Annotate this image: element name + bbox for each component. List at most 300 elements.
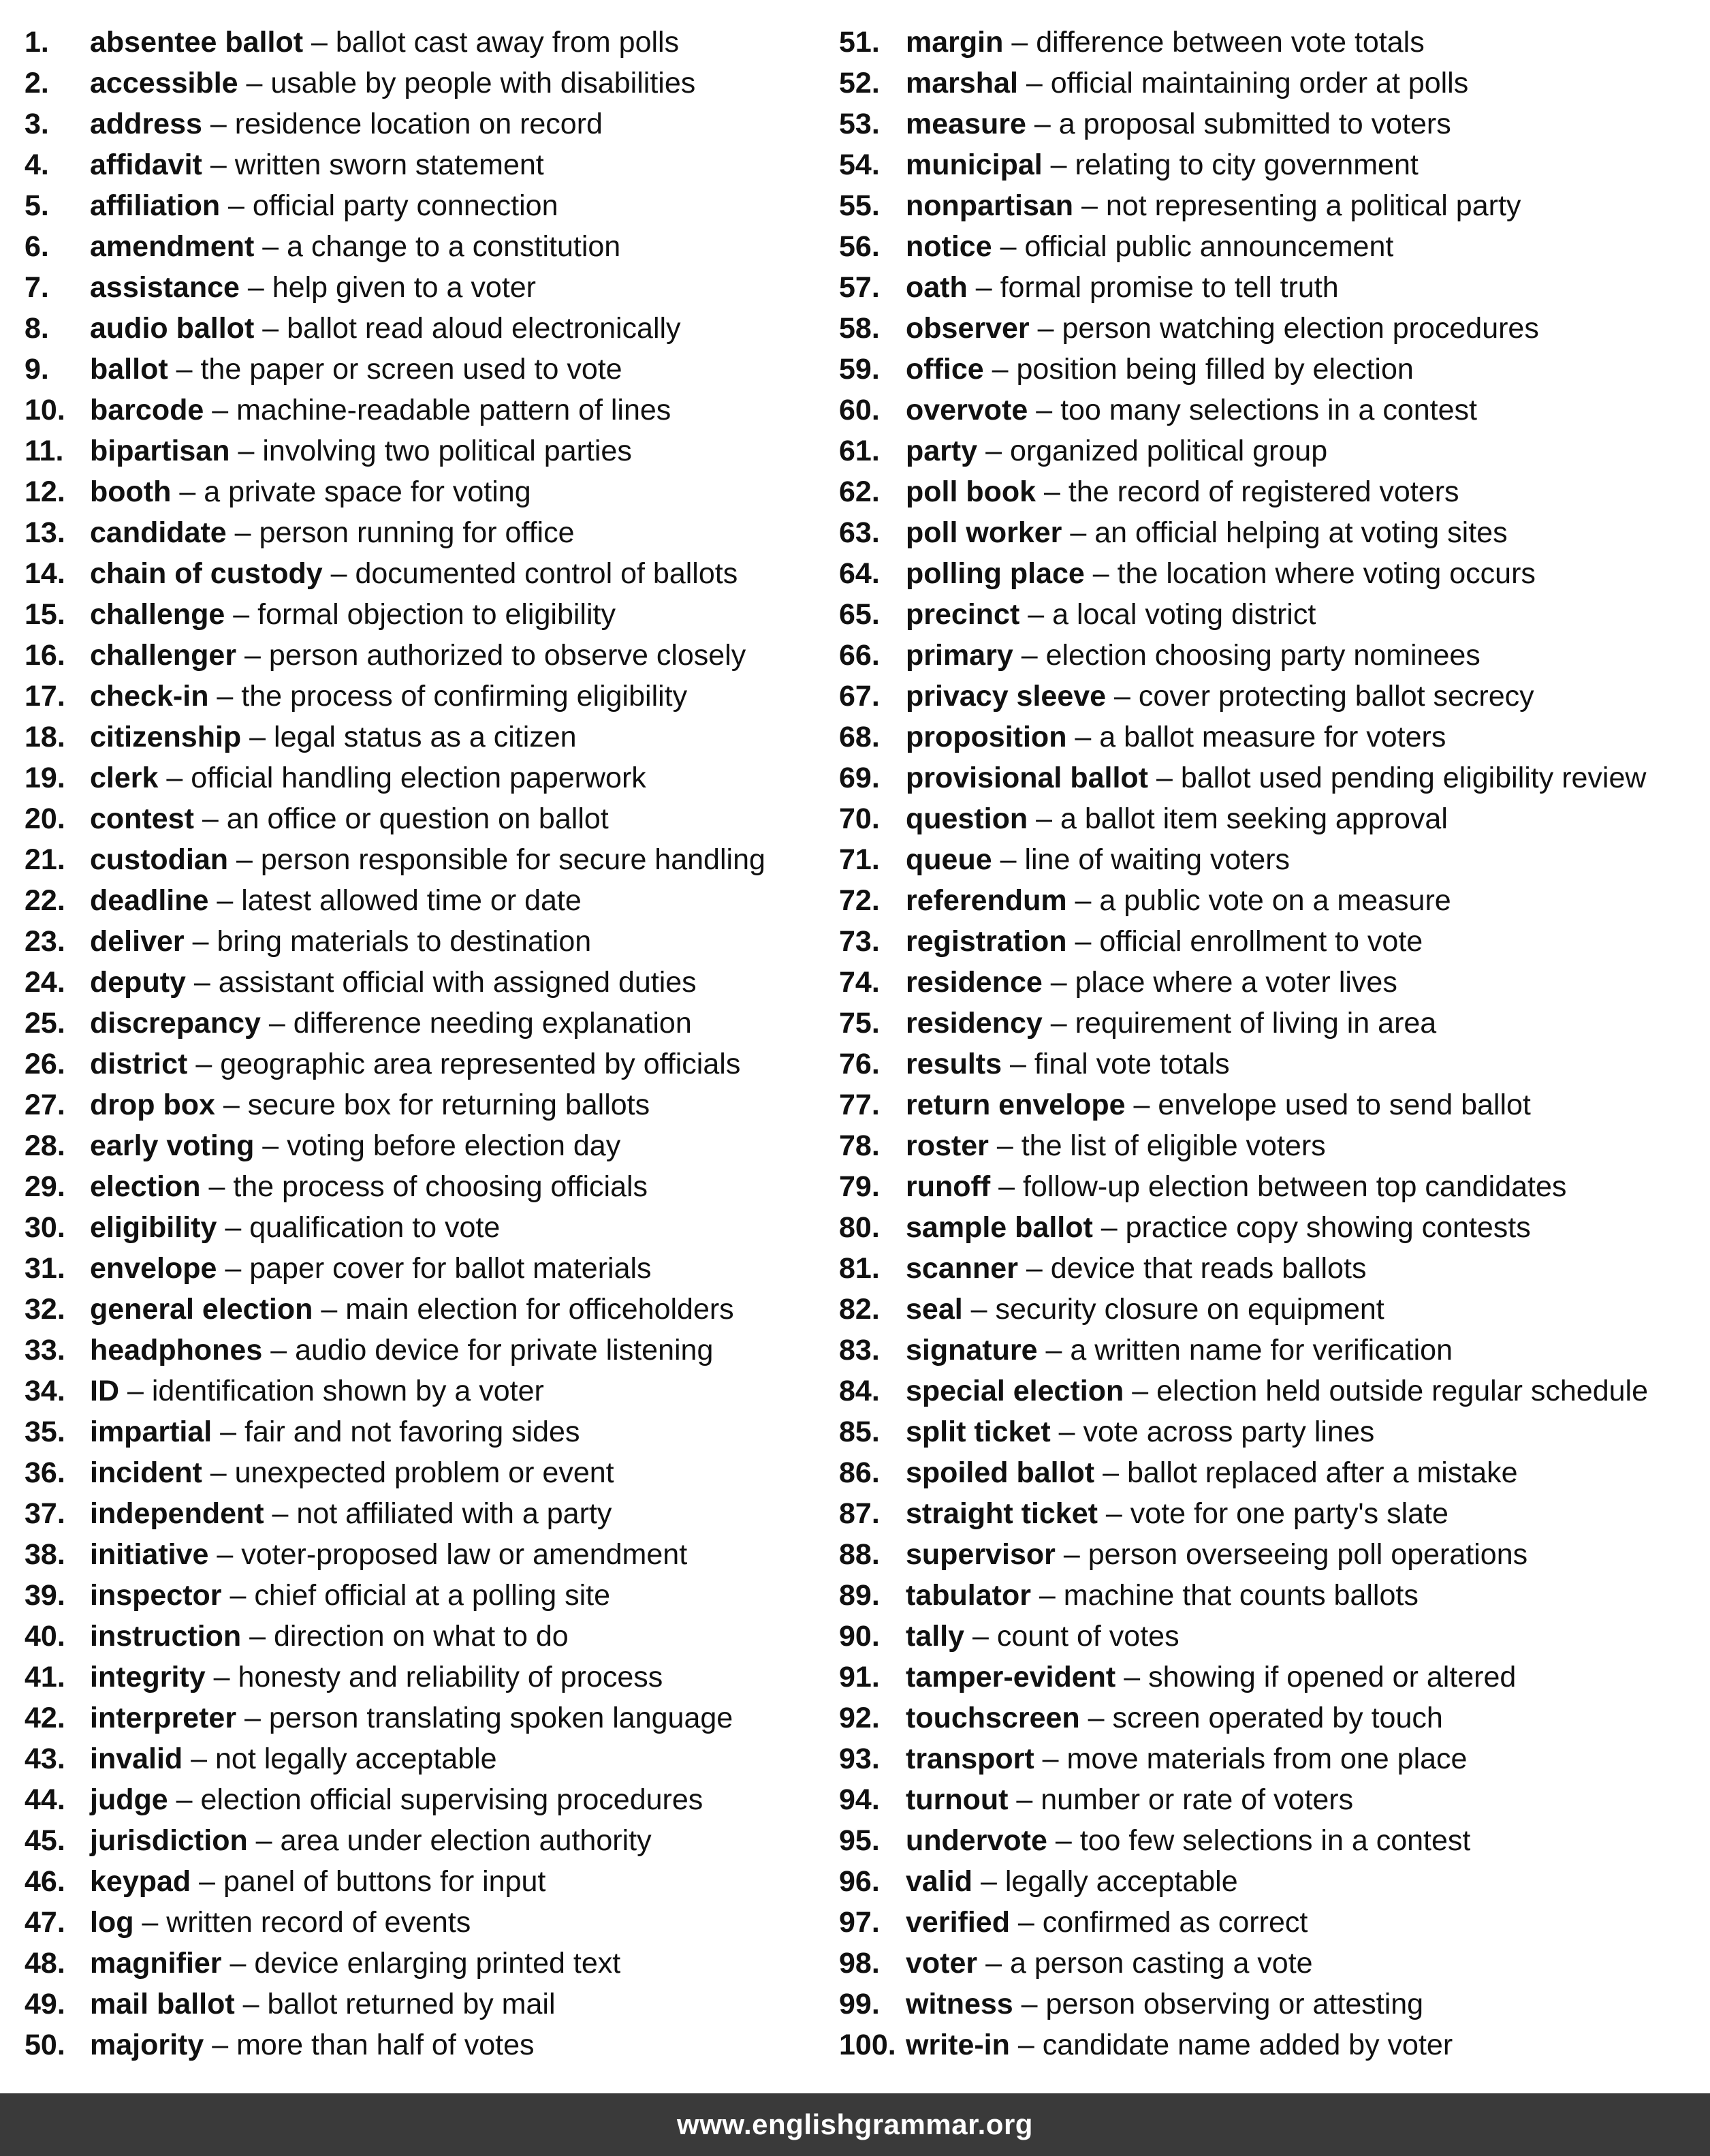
entry-term: magnifier (90, 1947, 222, 1980)
entry-definition: showing if opened or altered (1148, 1661, 1517, 1693)
entry-separator: – (1030, 1579, 1064, 1612)
vocabulary-entry (25, 1902, 808, 1943)
entry-term: municipal (906, 149, 1043, 181)
entry-term: tamper-evident (906, 1661, 1116, 1693)
entry-number: 94. (839, 1783, 880, 1816)
entry-definition: cover protecting ballot secrecy (1138, 680, 1534, 713)
entry-number: 16. (25, 639, 65, 672)
entry-separator: – (1013, 639, 1046, 672)
entry-term: tally (906, 1620, 965, 1653)
entry-term: valid (906, 1865, 972, 1898)
entry-definition: position being filled by election (1016, 353, 1414, 386)
entry-number: 75. (839, 1007, 880, 1040)
entry-number: 41. (25, 1661, 65, 1693)
vocabulary-entry (839, 717, 1704, 757)
entry-number: 49. (25, 1988, 65, 2020)
entry-term: touchscreen (906, 1702, 1080, 1734)
entry-separator: – (988, 1129, 1022, 1162)
vocabulary-entry (839, 676, 1704, 717)
entry-term: election (90, 1170, 201, 1203)
entry-separator: – (992, 843, 1025, 876)
entry-number: 58. (839, 312, 880, 345)
entry-number: 20. (25, 802, 65, 835)
entry-term: scanner (906, 1252, 1018, 1285)
entry-separator: – (1047, 1824, 1080, 1857)
entry-separator: – (1017, 1252, 1051, 1285)
entry-number: 25. (25, 1007, 65, 1040)
entry-number: 2. (25, 67, 49, 99)
entry-separator: – (990, 1170, 1023, 1203)
entry-number: 55. (839, 189, 880, 222)
vocabulary-entry (25, 1125, 808, 1166)
entry-definition: voting before election day (287, 1129, 621, 1162)
entry-number: 32. (25, 1293, 65, 1326)
entry-number: 82. (839, 1293, 880, 1326)
entry-number: 48. (25, 1947, 65, 1980)
vocabulary-entry (839, 1698, 1704, 1738)
entry-separator: – (133, 1906, 167, 1939)
entry-separator: – (1036, 475, 1068, 508)
vocabulary-entry (25, 1657, 808, 1698)
entry-separator: – (972, 1865, 1005, 1898)
entry-number: 42. (25, 1702, 65, 1734)
vocabulary-entry (839, 390, 1704, 431)
entry-definition: person authorized to observe closely (268, 639, 746, 672)
vocabulary-entry (839, 349, 1704, 390)
vocabulary-entry (25, 22, 808, 63)
vocabulary-entry (25, 1534, 808, 1575)
entry-term: deputy (90, 966, 186, 999)
entry-number: 53. (839, 108, 880, 140)
entry-number: 7. (25, 271, 49, 304)
vocabulary-entry (25, 1943, 808, 1984)
entry-definition: election official supervising procedures (200, 1783, 703, 1816)
entry-term: transport (906, 1743, 1034, 1775)
entry-number: 78. (839, 1129, 880, 1162)
vocabulary-entry (839, 962, 1704, 1003)
vocabulary-entry (839, 1166, 1704, 1207)
entry-term: mail ballot (90, 1988, 235, 2020)
entry-separator: – (202, 108, 235, 140)
entry-term: party (906, 435, 978, 467)
entry-term: contest (90, 802, 194, 835)
vocabulary-entry (25, 553, 808, 594)
entry-term: return envelope (906, 1089, 1126, 1121)
entry-definition: not representing a political party (1105, 189, 1521, 222)
vocabulary-entry (25, 349, 808, 390)
entry-separator: – (217, 1252, 250, 1285)
entry-definition: election held outside regular schedule (1156, 1375, 1649, 1407)
entry-number: 85. (839, 1416, 880, 1448)
vocabulary-entry (25, 1452, 808, 1493)
entry-definition: person overseeing poll operations (1088, 1538, 1528, 1571)
entry-separator: – (229, 435, 263, 467)
entry-term: primary (906, 639, 1013, 672)
entry-number: 92. (839, 1702, 880, 1734)
entry-term: question (906, 802, 1028, 835)
entry-definition: machine-readable pattern of lines (236, 394, 671, 426)
vocabulary-entry (25, 1861, 808, 1902)
entry-separator: – (1073, 189, 1106, 222)
entry-definition: the process of choosing officials (233, 1170, 648, 1203)
entry-separator: – (204, 2029, 237, 2061)
entry-term: roster (906, 1129, 989, 1162)
vocabulary-entry (839, 144, 1704, 185)
vocabulary-column-right (839, 22, 1704, 2065)
entry-separator: – (1026, 108, 1059, 140)
entry-term: residence (906, 966, 1043, 999)
entry-definition: move materials from one place (1066, 1743, 1468, 1775)
entry-term: residency (906, 1007, 1043, 1040)
entry-definition: identification shown by a voter (151, 1375, 544, 1407)
entry-separator: – (208, 1538, 242, 1571)
vocabulary-entry (839, 757, 1704, 798)
entry-separator: – (1002, 1048, 1034, 1080)
entry-term: keypad (90, 1865, 191, 1898)
entry-number: 88. (839, 1538, 880, 1571)
vocabulary-entry (25, 2025, 808, 2065)
entry-number: 56. (839, 230, 880, 263)
entry-term: absentee ballot (90, 26, 304, 59)
entry-definition: qualification to vote (249, 1211, 501, 1244)
entry-number: 37. (25, 1497, 65, 1530)
vocabulary-entry (25, 1820, 808, 1861)
entry-separator: – (254, 1129, 287, 1162)
entry-separator: – (1003, 26, 1036, 59)
entry-term: witness (906, 1988, 1013, 2020)
vocabulary-entry (25, 1616, 808, 1657)
entry-separator: – (183, 1743, 216, 1775)
entry-separator: – (1055, 1538, 1088, 1571)
entry-term: turnout (906, 1783, 1009, 1816)
entry-term: district (90, 1048, 188, 1080)
entry-term: office (906, 353, 984, 386)
entry-number: 76. (839, 1048, 880, 1080)
vocabulary-entry (25, 1207, 808, 1248)
entry-term: measure (906, 108, 1026, 140)
vocabulary-entry (839, 2025, 1704, 2065)
vocabulary-entry (25, 185, 808, 226)
vocabulary-entry (839, 1984, 1704, 2025)
entry-separator: – (221, 1947, 255, 1980)
entry-definition: the process of confirming eligibility (241, 680, 688, 713)
vocabulary-entry (839, 1248, 1704, 1289)
vocabulary-entry (25, 1084, 808, 1125)
vocabulary-entry (25, 962, 808, 1003)
entry-term: inspector (90, 1579, 222, 1612)
entry-definition: a ballot item seeking approval (1060, 802, 1448, 835)
entry-definition: secure box for returning ballots (247, 1089, 650, 1121)
vocabulary-entry (25, 1575, 808, 1616)
vocabulary-entry (839, 267, 1704, 308)
entry-term: verified (906, 1906, 1010, 1939)
vocabulary-entry (25, 1698, 808, 1738)
entry-number: 44. (25, 1783, 65, 1816)
entry-term: judge (90, 1783, 168, 1816)
entry-term: chain of custody (90, 557, 323, 590)
vocabulary-entry (839, 1125, 1704, 1166)
entry-term: discrepancy (90, 1007, 261, 1040)
entry-definition: official maintaining order at polls (1050, 67, 1469, 99)
entry-term: seal (906, 1293, 963, 1326)
entry-definition: a written name for verification (1070, 1334, 1453, 1366)
entry-separator: – (1028, 802, 1060, 835)
entry-number: 14. (25, 557, 65, 590)
entry-separator: – (1115, 1661, 1149, 1693)
entry-definition: chief official at a polling site (254, 1579, 611, 1612)
vocabulary-entry (839, 1738, 1704, 1779)
entry-number: 4. (25, 149, 49, 181)
vocabulary-entry (839, 1371, 1704, 1411)
entry-separator: – (184, 925, 217, 958)
entry-term: amendment (90, 230, 255, 263)
entry-term: bipartisan (90, 435, 230, 467)
entry-definition: main election for officeholders (345, 1293, 734, 1326)
entry-definition: written record of events (166, 1906, 471, 1939)
entry-definition: person translating spoken language (268, 1702, 733, 1734)
entry-definition: a change to a constitution (287, 230, 621, 263)
entry-separator: – (1034, 1743, 1067, 1775)
entry-number: 59. (839, 353, 880, 386)
entry-definition: official enrollment to vote (1099, 925, 1423, 958)
entry-separator: – (977, 435, 1010, 467)
entry-separator: – (1008, 1783, 1041, 1816)
vocabulary-entry (25, 798, 808, 839)
entry-term: majority (90, 2029, 204, 2061)
entry-number: 28. (25, 1129, 65, 1162)
entry-definition: the record of registered voters (1068, 475, 1459, 508)
entry-definition: a person casting a vote (1009, 1947, 1313, 1980)
entry-separator: – (187, 1048, 221, 1080)
entry-definition: relating to city government (1075, 149, 1419, 181)
entry-number: 33. (25, 1334, 65, 1366)
entry-term: signature (906, 1334, 1038, 1366)
vocabulary-entry (839, 1003, 1704, 1044)
entry-term: spoiled ballot (906, 1456, 1095, 1489)
entry-number: 97. (839, 1906, 880, 1939)
entry-separator: – (1019, 598, 1053, 631)
vocabulary-entry (839, 1534, 1704, 1575)
entry-term: envelope (90, 1252, 217, 1285)
entry-separator: – (200, 1170, 234, 1203)
entry-term: custodian (90, 843, 229, 876)
entry-separator: – (264, 1497, 297, 1530)
footer-website-link[interactable]: www.englishgrammar.org (677, 2108, 1033, 2140)
entry-separator: – (254, 230, 287, 263)
entry-separator: – (1042, 149, 1075, 181)
entry-separator: – (185, 966, 219, 999)
entry-number: 40. (25, 1620, 65, 1653)
vocabulary-entry (25, 594, 808, 635)
entry-number: 1. (25, 26, 49, 59)
entry-definition: line of waiting voters (1024, 843, 1291, 876)
entry-term: registration (906, 925, 1067, 958)
entry-separator: – (202, 1456, 235, 1489)
entry-separator: – (1037, 1334, 1071, 1366)
entry-definition: confirmed as correct (1042, 1906, 1308, 1939)
entry-definition: bring materials to destination (217, 925, 592, 958)
entry-definition: fair and not favoring sides (244, 1416, 580, 1448)
entry-number: 45. (25, 1824, 65, 1857)
entry-term: privacy sleeve (906, 680, 1107, 713)
entry-separator: – (241, 1620, 274, 1653)
entry-term: challenge (90, 598, 225, 631)
entry-definition: vote for one party's slate (1130, 1497, 1448, 1530)
entry-term: marshal (906, 67, 1018, 99)
entry-definition: voter-proposed law or amendment (241, 1538, 688, 1571)
entry-number: 68. (839, 721, 880, 753)
entry-number: 11. (25, 435, 64, 467)
entry-separator: – (212, 1416, 245, 1448)
entry-number: 43. (25, 1743, 65, 1775)
entry-term: affidavit (90, 149, 202, 181)
entry-definition: number or rate of voters (1041, 1783, 1354, 1816)
entry-separator: – (1106, 680, 1139, 713)
vocabulary-entry (25, 1044, 808, 1084)
entry-definition: unexpected problem or event (234, 1456, 614, 1489)
entry-definition: official handling election paperwork (191, 762, 646, 794)
entry-number: 30. (25, 1211, 65, 1244)
entry-separator: – (1017, 67, 1051, 99)
vocabulary-entry (25, 1289, 808, 1330)
entry-term: booth (90, 475, 172, 508)
entry-definition: machine that counts ballots (1063, 1579, 1419, 1612)
entry-number: 84. (839, 1375, 880, 1407)
entry-separator: – (234, 1988, 268, 2020)
entry-term: headphones (90, 1334, 263, 1366)
vocabulary-entry (25, 1779, 808, 1820)
vocabulary-entry (839, 226, 1704, 267)
entry-term: supervisor (906, 1538, 1056, 1571)
entry-term: assistance (90, 271, 240, 304)
vocabulary-entry (839, 1084, 1704, 1125)
vocabulary-entry (25, 921, 808, 962)
vocabulary-entry (839, 1493, 1704, 1534)
entry-term: polling place (906, 557, 1085, 590)
entry-separator: – (191, 1865, 224, 1898)
entry-number: 72. (839, 884, 880, 917)
vocabulary-entry (25, 1166, 808, 1207)
entry-definition: the paper or screen used to vote (200, 353, 622, 386)
entry-definition: practice copy showing contests (1125, 1211, 1531, 1244)
entry-separator: – (1009, 1906, 1043, 1939)
entry-definition: ballot read aloud electronically (287, 312, 681, 345)
entry-number: 93. (839, 1743, 880, 1775)
entry-term: voter (906, 1947, 978, 1980)
entry-separator: – (992, 230, 1025, 263)
vocabulary-entry (839, 308, 1704, 349)
entry-separator: – (205, 1661, 238, 1693)
vocabulary-entry (839, 104, 1704, 144)
vocabulary-entry (839, 185, 1704, 226)
entry-separator: – (1066, 925, 1100, 958)
entry-definition: requirement of living in area (1075, 1007, 1437, 1040)
vocabulary-entry (839, 1861, 1704, 1902)
entry-definition: honesty and reliability of process (238, 1661, 663, 1693)
entry-number: 34. (25, 1375, 65, 1407)
vocabulary-entry (839, 63, 1704, 104)
entry-definition: written sworn statement (234, 149, 544, 181)
vocabulary-entry (839, 1657, 1704, 1698)
entry-separator: – (1092, 1211, 1126, 1244)
entry-definition: too many selections in a contest (1060, 394, 1477, 426)
entry-definition: person observing or attesting (1045, 1988, 1424, 2020)
vocabulary-entry (25, 1371, 808, 1411)
entry-number: 57. (839, 271, 880, 304)
entry-definition: not affiliated with a party (296, 1497, 612, 1530)
entry-term: citizenship (90, 721, 242, 753)
entry-number: 9. (25, 353, 49, 386)
entry-term: jurisdiction (90, 1824, 248, 1857)
vocabulary-entry (839, 1943, 1704, 1984)
vocabulary-entry (25, 1738, 808, 1779)
entry-definition: the list of eligible voters (1021, 1129, 1326, 1162)
entry-definition: an official helping at voting sites (1094, 516, 1508, 549)
entry-definition: final vote totals (1034, 1048, 1230, 1080)
entry-separator: – (221, 1579, 255, 1612)
entry-definition: official public announcement (1024, 230, 1394, 263)
vocabulary-entry (25, 1330, 808, 1371)
vocabulary-entry (839, 553, 1704, 594)
vocabulary-entry (25, 267, 808, 308)
entry-definition: follow-up election between top candidates (1022, 1170, 1567, 1203)
entry-term: eligibility (90, 1211, 217, 1244)
vocabulary-entry (25, 1003, 808, 1044)
entry-definition: place where a voter lives (1075, 966, 1397, 999)
entry-number: 29. (25, 1170, 65, 1203)
entry-definition: usable by people with disabilities (270, 67, 696, 99)
entry-term: invalid (90, 1743, 183, 1775)
entry-term: provisional ballot (906, 762, 1148, 794)
entry-definition: security closure on equipment (995, 1293, 1384, 1326)
entry-number: 64. (839, 557, 880, 590)
entry-number: 86. (839, 1456, 880, 1489)
entry-term: poll book (906, 475, 1036, 508)
vocabulary-entry (25, 512, 808, 553)
entry-term: runoff (906, 1170, 991, 1203)
vocabulary-entry (839, 1207, 1704, 1248)
entry-separator: – (313, 1293, 346, 1326)
entry-number: 6. (25, 230, 49, 263)
entry-term: ballot (90, 353, 168, 386)
entry-separator: – (168, 1783, 201, 1816)
entry-term: instruction (90, 1620, 242, 1653)
entry-number: 69. (839, 762, 880, 794)
entry-term: deliver (90, 925, 185, 958)
entry-separator: – (1125, 1089, 1158, 1121)
entry-number: 18. (25, 721, 65, 753)
vocabulary-entry (839, 1044, 1704, 1084)
entry-separator: – (1094, 1456, 1127, 1489)
entry-definition: election choosing party nominees (1045, 639, 1481, 672)
entry-separator: – (1013, 1988, 1046, 2020)
entry-term: write-in (906, 2029, 1010, 2061)
entry-definition: organized political group (1009, 435, 1328, 467)
entry-number: 5. (25, 189, 49, 222)
entry-term: early voting (90, 1129, 255, 1162)
entry-separator: – (217, 1211, 250, 1244)
entry-number: 47. (25, 1906, 65, 1939)
entry-term: precinct (906, 598, 1020, 631)
entry-term: audio ballot (90, 312, 255, 345)
entry-term: independent (90, 1497, 264, 1530)
entry-term: interpreter (90, 1702, 237, 1734)
entry-separator: – (1028, 394, 1061, 426)
entry-number: 91. (839, 1661, 880, 1693)
entry-separator: – (1066, 884, 1100, 917)
entry-definition: ballot returned by mail (267, 1988, 556, 2020)
entry-definition: a private space for voting (204, 475, 531, 508)
